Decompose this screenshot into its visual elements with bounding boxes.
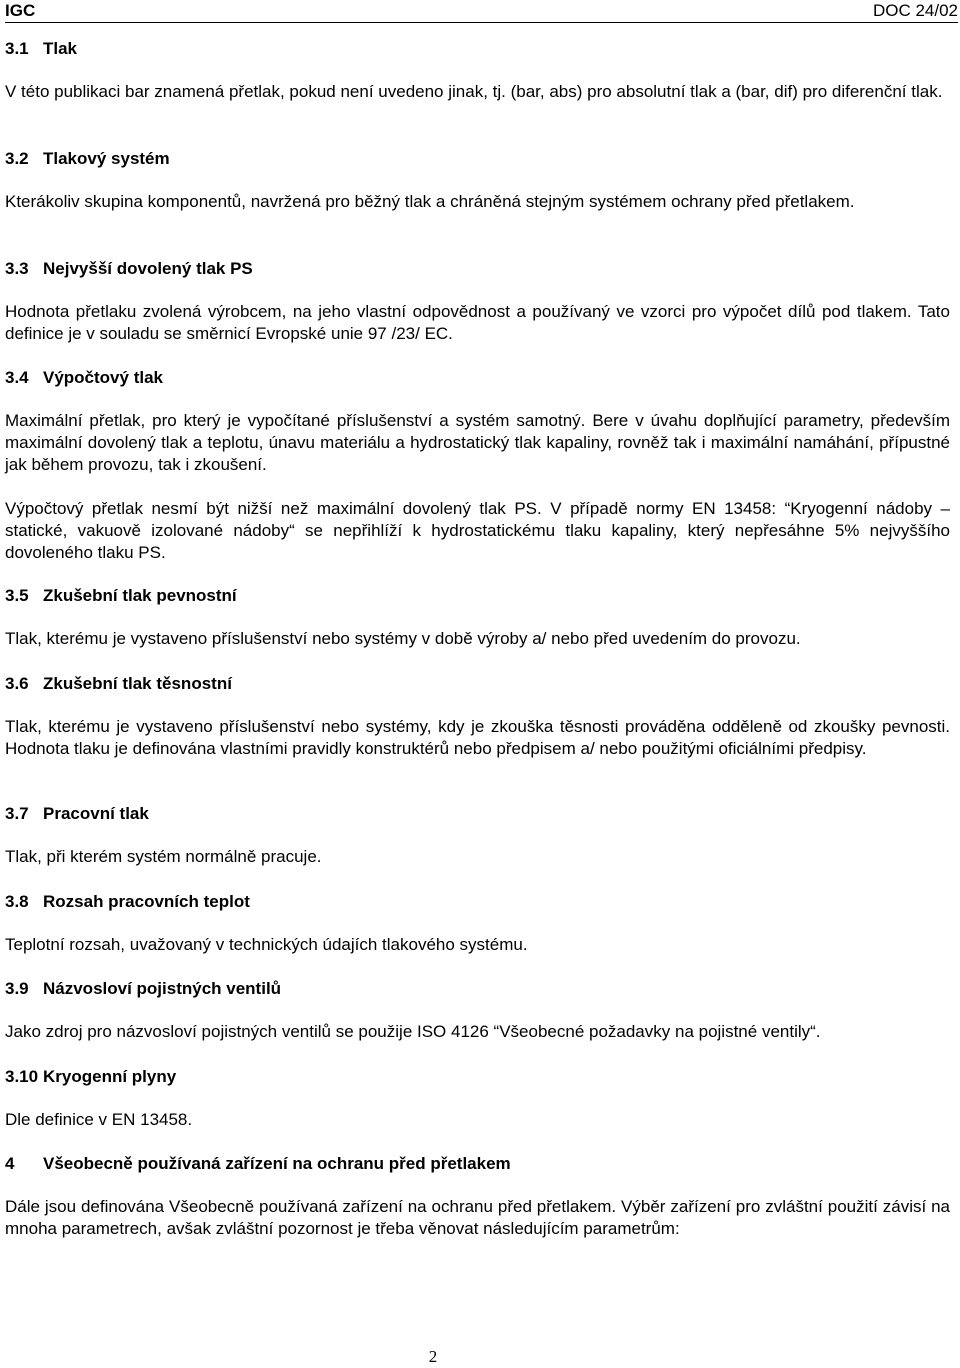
page-header: [5, 0, 958, 23]
section-number: 3.8: [5, 892, 29, 911]
section-title: Výpočtový tlak: [43, 368, 163, 387]
page-number: 2: [428, 1347, 438, 1366]
section-title: Pracovní tlak: [43, 804, 149, 823]
header-document-id: DOC 24/02: [872, 1, 958, 20]
section-title: Tlakový systém: [43, 149, 170, 168]
section-number: 3.5: [5, 586, 29, 605]
chapter-number: 4: [5, 1154, 15, 1173]
section-paragraph: Výpočtový přetlak nesmí být nižší než maximální dovolený tlak PS. V případě normy EN 13458: “Kryogenní nádoby – statické, vakuově izolované nádoby“ se nepřihlíží k hydrostatickému tlaku kapaliny, který nepřesáhne 5% nejvyššího dovoleného tlaku PS.: [5, 499, 950, 562]
section-heading: [5, 1066, 176, 1088]
section-heading: [5, 673, 232, 695]
section-number: 3.9: [5, 979, 29, 998]
section-heading: [5, 585, 237, 607]
chapter-heading: [5, 1153, 511, 1175]
chapter-title: Všeobecně používaná zařízení na ochranu před přetlakem: [43, 1154, 511, 1173]
section-number: 3.1: [5, 39, 29, 58]
section-number: 3.7: [5, 804, 29, 823]
section-paragraph: Hodnota přetlaku zvolená výrobcem, na jeho vlastní odpovědnost a používaný ve vzorci pro výpočet dílů pod tlakem. Tato definice je v souladu se směrnicí Evropské unie 97 /23/ EC.: [5, 302, 950, 343]
section-heading: [5, 148, 170, 170]
header-organization: IGC: [5, 1, 36, 20]
section-paragraph: Tlak, při kterém systém normálně pracuje.: [5, 847, 322, 866]
section-heading: [5, 803, 149, 825]
section-number: 3.4: [5, 368, 29, 387]
section-number: 3.3: [5, 259, 29, 278]
section-title: Názvosloví pojistných ventilů: [43, 979, 282, 998]
section-title: Zkušební tlak těsnostní: [43, 674, 232, 693]
section-number: 3.10: [5, 1067, 39, 1086]
section-heading: [5, 367, 163, 389]
section-title: Zkušební tlak pevnostní: [43, 586, 237, 605]
section-title: Rozsah pracovních teplot: [43, 892, 250, 911]
section-number: 3.2: [5, 149, 29, 168]
section-paragraph: Maximální přetlak, pro který je vypočítané příslušenství a systém samotný. Bere v úvahu doplňující parametry, především maximální dovolený tlak a teplotu, únavu materiálu a hydrostatický tlak kapaliny, rovněž tak i maximální namáhání, přípustné jak během provozu, tak i zkoušení.: [5, 411, 950, 474]
section-title: Kryogenní plyny: [43, 1067, 177, 1086]
section-title: Nejvyšší dovolený tlak PS: [43, 259, 253, 278]
section-heading: [5, 38, 77, 60]
section-paragraph: Tlak, kterému je vystaveno příslušenství nebo systémy v době výroby a/ nebo před uvedením do provozu.: [5, 629, 801, 648]
section-paragraph: Teplotní rozsah, uvažovaný v technických údajích tlakového systému.: [5, 935, 528, 954]
section-paragraph: Dle definice v EN 13458.: [5, 1110, 193, 1129]
section-heading: [5, 258, 253, 280]
section-paragraph: V této publikaci bar znamená přetlak, pokud není uvedeno jinak, tj. (bar, abs) pro absolutní tlak a (bar, dif) pro diferenční tlak.: [5, 82, 943, 101]
section-title: Tlak: [43, 39, 78, 58]
section-paragraph: Kterákoliv skupina komponentů, navržená pro běžný tlak a chráněná stejným systémem ochrany před přetlakem.: [5, 192, 855, 211]
section-heading: [5, 978, 281, 1000]
section-paragraph: Tlak, kterému je vystaveno příslušenství nebo systémy, kdy je zkouška těsnosti prováděna odděleně od zkoušky pevnosti. Hodnota tlaku je definována vlastními pravidly konstruktérů nebo předpisem a/ nebo použitými oficiálními předpisy.: [5, 717, 950, 758]
section-heading: [5, 891, 250, 913]
section-paragraph: Dále jsou definována Všeobecně používaná zařízení na ochranu před přetlakem. Výběr zařízení pro zvláštní použití závisí na mnoha parametrech, avšak zvláštní pozornost je třeba věnovat následujícím parametrům:: [5, 1197, 950, 1238]
section-number: 3.6: [5, 674, 29, 693]
section-paragraph: Jako zdroj pro názvosloví pojistných ventilů se použije ISO 4126 “Všeobecné požadavky na pojistné ventily“.: [5, 1022, 821, 1041]
